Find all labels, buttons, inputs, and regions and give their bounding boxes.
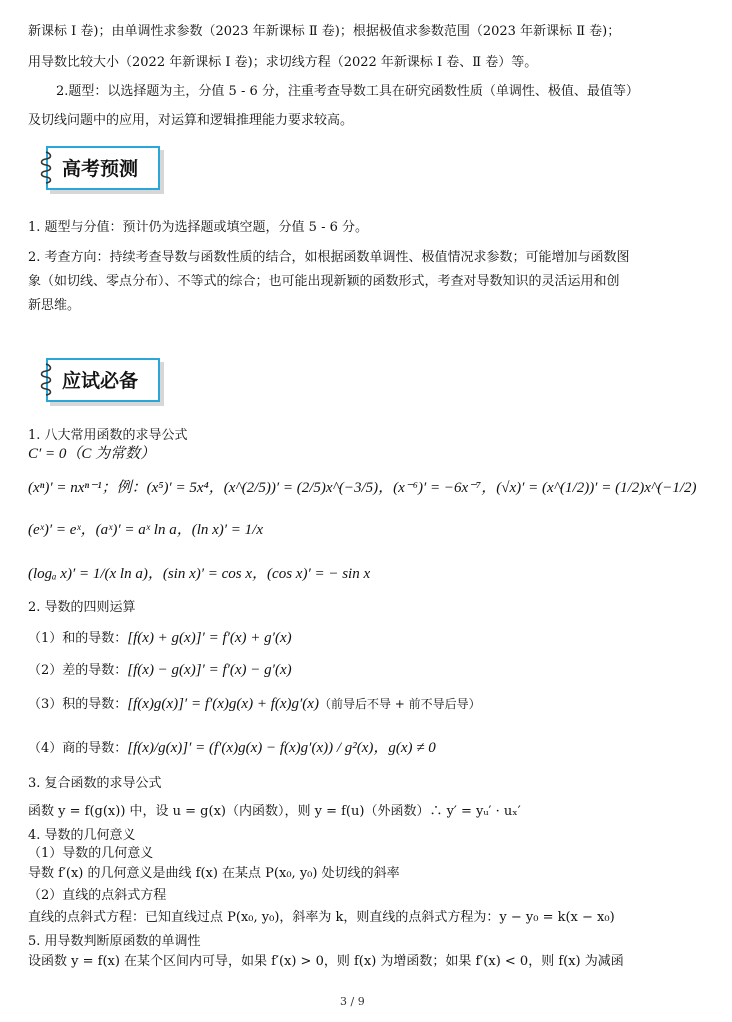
subheading-point-slope: （2）直线的点斜式方程 xyxy=(28,888,167,903)
formula-constant: C′ = 0（C 为常数） xyxy=(28,446,156,462)
monotonicity-text: 设函数 y = f(x) 在某个区间内可导，如果 f′(x) > 0，则 f(x) 为增函数；如果 f′(x) < 0，则 f(x) 为减函 xyxy=(28,954,624,969)
composite-rule: 函数 y = f(g(x)) 中，设 u = g(x)（内函数），则 y = f(u)（外函数）∴ y′ = yᵤ′ · uₓ′ xyxy=(28,804,521,819)
formula-loga-trig: (logₐ x)′ = 1/(x ln a)，(sin x)′ = cos x，(cos x)′ = − sin x xyxy=(28,566,371,582)
rule-difference xyxy=(28,658,704,683)
rule-sum-label: （1）和的导数： xyxy=(28,631,128,646)
forecast-item-1: 1. 题型与分值：预计仍为选择题或填空题，分值 5 - 6 分。 xyxy=(28,220,368,235)
subheading-derivative-formulas: 1. 八大常用函数的求导公式 xyxy=(28,428,188,443)
subheading-monotonicity: 5. 用导数判断原函数的单调性 xyxy=(28,934,201,949)
point-slope-text: 直线的点斜式方程：已知直线过点 P(x₀, y₀)，斜率为 k，则直线的点斜式方程为：y − y₀ = k(x − x₀) xyxy=(28,910,615,925)
subheading-four-operations: 2. 导数的四则运算 xyxy=(28,600,136,615)
subheading-geometric-meaning: 4. 导数的几何意义 xyxy=(28,828,136,843)
forecast-item-2-line-3: 新思维。 xyxy=(28,298,81,313)
subheading-geometric-meaning-1: （1）导数的几何意义 xyxy=(28,846,154,861)
rule-product xyxy=(28,692,704,717)
rule-sum-formula: [f(x) + g(x)]′ = f′(x) + g′(x) xyxy=(127,630,292,646)
rule-quotient-formula: [f(x)/g(x)]′ = (f′(x)g(x) − f(x)g′(x)) / g²(x)，g(x) ≠ 0 xyxy=(127,740,436,756)
rule-quotient-label: （4）商的导数： xyxy=(28,741,128,756)
intro-line-3: 2.题型：以选择题为主，分值 5 - 6 分，注重考查导数工具在研究函数性质（单调性、极值、最值等） xyxy=(56,84,639,99)
rule-difference-formula: [f(x) − g(x)]′ = f′(x) − g′(x) xyxy=(127,662,292,678)
spring-binding-icon xyxy=(40,362,52,396)
rule-product-note: （前导后不导 + 前不导后导） xyxy=(318,697,481,711)
rule-product-formula: [f(x)g(x)]′ = f′(x)g(x) + f(x)g′(x) xyxy=(127,696,319,712)
formula-exp-log: (eˣ)′ = eˣ，(aˣ)′ = aˣ ln a，(ln x)′ = 1/x xyxy=(28,522,263,538)
rule-difference-label: （2）差的导数： xyxy=(28,663,128,678)
rule-quotient xyxy=(28,736,704,761)
spring-binding-icon xyxy=(40,150,52,184)
intro-line-4: 及切线问题中的应用，对运算和逻辑推理能力要求较高。 xyxy=(28,113,354,128)
intro-line-1: 新课标 Ⅰ 卷)；由单调性求参数（2023 年新课标 Ⅱ 卷)；根据极值求参数范围（2023 年新课标 Ⅱ 卷)； xyxy=(28,24,621,39)
subheading-composite: 3. 复合函数的求导公式 xyxy=(28,776,162,791)
intro-line-2: 用导数比较大小（2022 年新课标 Ⅰ 卷)；求切线方程（2022 年新课标 Ⅰ 卷、Ⅱ 卷）等。 xyxy=(28,55,538,70)
forecast-item-2-line-1: 2. 考查方向：持续考查导数与函数性质的结合，如根据函数单调性、极值情况求参数；可能增加与函数图 xyxy=(28,250,630,265)
rule-sum xyxy=(28,626,704,651)
section-heading-forecast xyxy=(40,144,160,190)
rule-product-label: （3）积的导数： xyxy=(28,697,128,712)
geometric-meaning-text: 导数 f′(x) 的几何意义是曲线 f(x) 在某点 P(x₀, y₀) 处切线的斜率 xyxy=(28,866,400,881)
section-heading-exam-essentials xyxy=(40,356,160,402)
section-title: 高考预测 xyxy=(62,158,139,180)
page-number: 3 / 9 xyxy=(340,995,365,1008)
formula-power: (xⁿ)′ = nxⁿ⁻¹；例：(x⁵)′ = 5x⁴，(x^(2/5))′ = (2/5)x^(−3/5)，(x⁻⁶)′ = −6x⁻⁷，(√x)′ = (x^(1/2))′ = (1/2)x^(−1/2) xyxy=(28,480,697,496)
section-title: 应试必备 xyxy=(62,370,139,392)
forecast-item-2-line-2: 象（如切线、零点分布）、不等式的综合；也可能出现新颖的函数形式，考查对导数知识的灵活运用和创 xyxy=(28,274,620,289)
